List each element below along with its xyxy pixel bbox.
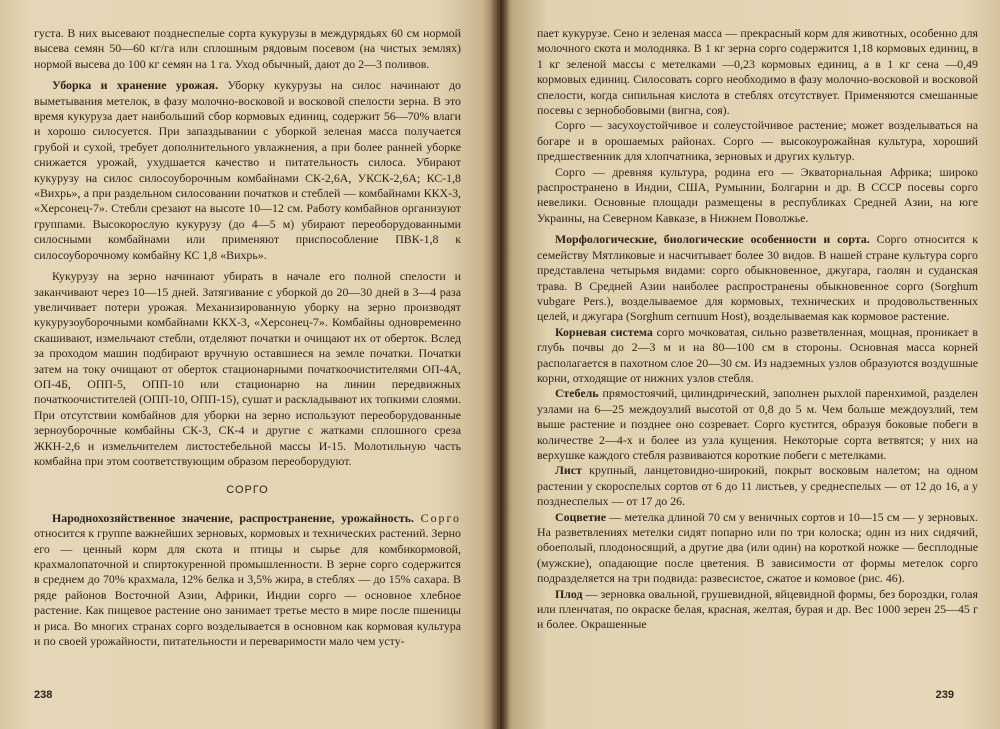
paragraph xyxy=(34,511,461,650)
right-page xyxy=(497,0,1000,729)
paragraph-text: Уборку кукурузы на силос начинают до выметывания метелок, в фазу молочно-восковой и восковой спелости зерна. В это время кукуруза дает наибольший сбор кормовых единиц, содержит 56—70% влаги и хорошо силосуется. При запаздывании с уборкой зеленая масса получается грубой и сухой, требует дополнительного увлажнения, а при более ранней уборке снижается урожай, ухудшается качество и питательность силоса. Убирают кукурузу на силос силосоуборочным комбайнами СК-2,6А, УКСК-2,6А; КС-1,8 «Вихрь», а при раздельном силосовании початков и стеблей — комбайнами ККХ-3, «Херсонец-7». Стебли срезают на высоте 10—12 см. Работу комбайнов организуют группами. Высокорослую кукурузу (до 4—5 м) убирают переоборудованными силосными комбайнами или применяют приспособление ПВК-1,8 к силосоуборочному комбайну КС 1,8 «Вихрь». xyxy=(34,78,461,262)
section-heading: СОРГО xyxy=(226,484,269,497)
paragraph xyxy=(537,386,978,463)
page-number: 239 xyxy=(935,688,954,701)
paragraph xyxy=(537,232,978,324)
paragraph xyxy=(537,325,978,387)
paragraph xyxy=(34,78,461,263)
paragraph: Кукурузу на зерно начинают убирать в начале его полной спелости и заканчивают через 10—15 дней. Затягивание с уборкой до 20—30 дней в 3—4 раза увеличивает потери урожая. Механизированную уборку на зерно производят кукурузоуборочными комбайнами ККХ-3, «Херсонец-7». Комбайны одновременно скашивают, измельчают стебли, отделяют початки и очищают их от оберток. Вслед за проходом машин подбирают вручную оставшиеся на земле початки. Початки затем на току очищают от оберток стационарными початкоочистителями ОП-4А, ОП-4Б, ОПП-5, ОПП-10 или стационарно на линии передвижных початкоочистителей (ОПП-10, ОПП-15), сушат и раскладывают их топкими слоями. При отсутствии комбайнов для уборки на зерно используют переоборудованные зерноуборочные комбайны СК-3, СК-4 и другие с жатками сплошного среза ЖКН-2,6 и измельчителем листостебельной массы И-15. Молотильную часть комбайна при этом соответствующим образом переоборудуют. xyxy=(34,269,461,468)
paragraph-text: Сорго относится к семейству Мятликовые и насчитывает более 30 видов. В нашей стране культура сорго представлена четырьмя видами: сорго обыкновенное, джугара, гаолян и суданская трава. В Средней Азии наиболее распространены обыкновенное сорго (Sorghum vubgare Pers.), возделываемое для кормовых, технических и продовольственных целей, и джугара (Sorghum cernuum Host), возделываемая как кормовое растение. xyxy=(537,232,978,324)
paragraph-text: крупный, ланцетовидно-широкий, покрыт восковым налетом; на одном растении у скороспелых сортов от 6 до 11 листьев, у среднеспелых — от 12 до 16, а у позднеспелых — от 17 до 26. xyxy=(537,463,978,509)
paragraph-heading: Стебель xyxy=(555,386,599,401)
paragraph xyxy=(537,510,978,587)
paragraph-heading: Лист xyxy=(555,463,582,478)
paragraph-text: — метелка длиной 70 см у веничных сортов и 10—15 см — у зерновых. На разветвлениях метелки сидят попарно или по три колоска; один из них сидячий, обоеполый, плодоносящий, а другие два (или один) на короткой ножке — бесплодные (мужские), опадающие после цветения. В зависимости от формы метелок сорго подразделяется на три подвида: развесистое, сжатое и комовое (рис. 46). xyxy=(537,509,978,586)
paragraph-heading: Уборка и хранение урожая. xyxy=(52,78,219,93)
spaced-term: Сорго xyxy=(420,510,461,525)
paragraph-heading: Соцветие xyxy=(555,509,607,524)
page-number: 238 xyxy=(34,688,53,701)
paragraph: Сорго — древняя культура, родина его — Экваториальная Африка; широко распространено в Индии, США, Румынии, Болгарии и др. В СССР посевы сорго невелики. Основные площади размещены в республиках Средней Азии, на юге Украины, на Северном Кавказе, в Нижнем Поволжье. xyxy=(537,164,978,225)
paragraph-text: — зерновка овальной, грушевидной, яйцевидной формы, без бороздки, голая или пленчатая, по окраске белая, красная, желтая, бурая и др. Вес 1000 зерен 25—45 г и более. Окрашенные xyxy=(537,586,978,632)
paragraph xyxy=(537,587,978,633)
paragraph xyxy=(537,463,978,509)
paragraph: Сорго — засухоустойчивое и солеустойчивое растение; может возделываться на богаре и в орошаемых районах. Сорго — высокоурожайная культура, хороший предшественник для хлопчатника, зерновых и других культур. xyxy=(537,118,978,164)
paragraph-text: сорго мочковатая, сильно разветвленная, мощная, проникает в глубь почвы до 2—3 м и на 80—100 см в стороны. Основная масса корней располагается в пахотном слое 20—30 см. Из надземных узлов образуются воздушные корни, отходящие от нижних узлов стебля. xyxy=(537,324,978,385)
paragraph-heading: Народнохозяйственное значение, распространение, урожайность. xyxy=(52,510,415,525)
paragraph-text: прямостоячий, цилиндрический, заполнен рыхлой паренхимой, разделен узлами на 6—25 междоузлий высотой от 0,8 до 5 м. Чем больше междоузлий, тем выше растение и позднее оно созревает. Сорго кустится, образуя боковые побеги в количестве 2—4-х и более из узла кущения. Некоторые сорта ветвятся; у них на верхушке каждого стебля развиваются короткие побеги с метелками. xyxy=(537,386,978,462)
paragraph-heading: Плод xyxy=(555,586,583,601)
paragraph: пает кукурузе. Сено и зеленая масса — прекрасный корм для животных, особенно для молочного скота и молодняка. В 1 кг зерна сорго содержится 1,18 кормовых единиц, в 1 кг зеленой массы с метелками —0,23 кормовых единиц, а в 1 кг сена —0,49 кормовых единиц. Силосовать сорго необходимо в фазу молочно-восковой и восковой спелости, когда сипильная кислота в стеблях отсутствует. Применяются смешанные посевы с зернобобовыми (вигна, соя). xyxy=(537,26,978,118)
paragraph: густа. В них высевают позднеспелые сорта кукурузы в междурядьях 60 см нормой высева семян 50—60 кг/га или сплошным рядовым посевом (на чистых землях) нормой высева до 100 кг семян на 1 га. Уход обычный, дают до 2—3 поливов. xyxy=(34,26,461,71)
paragraph-heading: Корневая система xyxy=(555,324,653,339)
paragraph-text: относится к группе важнейших зерновых, кормовых и технических растений. Зерно его — ценный корм для скота и птицы и сырье для комбикормовой, крахмалопаточной и спиртокуренной промышленности. В зерне сорго содержится в среднем до 70% крахмала, 12% белка и 3,5% жира, в стеблях — до 15% сахара. В ряде районов Восточной Азии, Африки, Индии сорго — основное хлебное растение. Как пищевое растение оно занимает третье место в мире после пшеницы и риса. Во многих странах сорго возделывается в основном как кормовая культура и по своей урожайности, питательности и переваримости мало чем усту- xyxy=(34,526,461,649)
left-page xyxy=(0,0,497,729)
paragraph-heading: Морфологические, биологические особенности и сорта. xyxy=(555,232,870,247)
